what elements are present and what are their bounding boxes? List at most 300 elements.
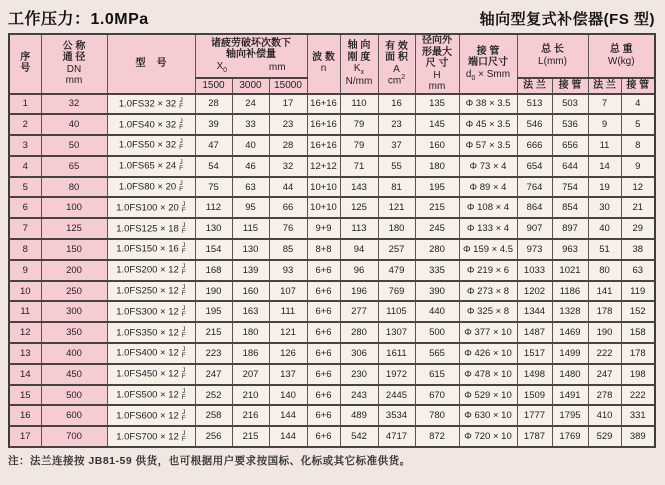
table-header xyxy=(9,34,655,94)
cell-stiffness: 277 xyxy=(340,301,378,322)
cell-model: 1.0FS600 × 12 J F xyxy=(107,405,195,426)
cell-height: 872 xyxy=(415,426,459,447)
cell-x1500: 256 xyxy=(195,426,232,447)
header-stiffness-line1: 轴 向 xyxy=(347,40,371,51)
cell-dn: 40 xyxy=(41,114,107,135)
cell-stiffness: 542 xyxy=(340,426,378,447)
cell-stiffness: 143 xyxy=(340,177,378,198)
cell-x15000: 144 xyxy=(269,405,307,426)
cell-wt-flange: 222 xyxy=(588,343,621,364)
cell-x3000: 210 xyxy=(232,385,269,406)
model-suffix-jf: J F xyxy=(181,200,186,214)
cell-waves: 10+10 xyxy=(307,177,340,198)
model-suffix-jf: J F xyxy=(179,180,184,194)
header-seq-top: 序 xyxy=(20,51,31,63)
cell-len-flange: 1033 xyxy=(517,260,552,281)
cell-x3000: 63 xyxy=(232,177,269,198)
model-suffix-jf: J F xyxy=(181,263,186,277)
cell-stiffness: 489 xyxy=(340,405,378,426)
table-row xyxy=(9,114,655,135)
cell-len-flange: 1777 xyxy=(517,405,552,426)
cell-waves: 6+6 xyxy=(307,281,340,302)
cell-wt-pipe: 389 xyxy=(621,426,655,447)
cell-seq: 11 xyxy=(9,301,41,322)
header-cycle-15000: 15000 xyxy=(269,78,307,94)
cell-len-flange: 666 xyxy=(517,135,552,156)
header-stiffness-symbol: $K_x$ xyxy=(353,63,365,76)
title-bar xyxy=(0,0,665,32)
cell-wt-pipe: 198 xyxy=(621,364,655,385)
cell-x3000: 186 xyxy=(232,343,269,364)
cell-wt-flange: 190 xyxy=(588,322,621,343)
cell-height: 565 xyxy=(415,343,459,364)
cell-height: 180 xyxy=(415,156,459,177)
cell-wt-flange: 9 xyxy=(588,114,621,135)
cell-seq: 8 xyxy=(9,239,41,260)
cell-x1500: 258 xyxy=(195,405,232,426)
table-row xyxy=(9,364,655,385)
cell-wt-flange: 141 xyxy=(588,281,621,302)
cell-wt-flange: 7 xyxy=(588,94,621,115)
cell-waves: 12+12 xyxy=(307,156,340,177)
table-row xyxy=(9,239,655,260)
cell-model: 1.0FS700 × 12 J F xyxy=(107,426,195,447)
header-fatigue-line1: 诸疲劳破坏次数下 xyxy=(211,37,291,49)
product-type-title: 轴向型复式补偿器(FS 型) xyxy=(479,11,655,28)
header-radial-line3: 尺 寸 xyxy=(425,58,449,69)
cell-x15000: 144 xyxy=(269,426,307,447)
cell-seq: 7 xyxy=(9,218,41,239)
cell-area: 37 xyxy=(378,135,415,156)
cell-len-pipe: 503 xyxy=(552,94,588,115)
model-suffix-jf: J F xyxy=(181,325,186,339)
cell-wt-flange: 410 xyxy=(588,405,621,426)
cell-len-pipe: 1769 xyxy=(552,426,588,447)
cell-area: 4717 xyxy=(378,426,415,447)
cell-waves: 8+8 xyxy=(307,239,340,260)
model-suffix-jf: J F xyxy=(181,304,186,318)
cell-model: 1.0FS200 × 12 J F xyxy=(107,260,195,281)
cell-x3000: 163 xyxy=(232,301,269,322)
cell-x3000: 160 xyxy=(232,281,269,302)
cell-stiffness: 96 xyxy=(340,260,378,281)
cell-x15000: 23 xyxy=(269,114,307,135)
cell-pipe-end: Φ 630 × 10 xyxy=(459,405,517,426)
header-waves xyxy=(307,34,340,94)
cell-pipe-end: Φ 478 × 10 xyxy=(459,364,517,385)
cell-area: 769 xyxy=(378,281,415,302)
cell-x3000: 46 xyxy=(232,156,269,177)
cell-waves: 6+6 xyxy=(307,260,340,281)
header-waves-symbol: n xyxy=(320,63,327,75)
cell-stiffness: 230 xyxy=(340,364,378,385)
table-row xyxy=(9,322,655,343)
cell-len-flange: 764 xyxy=(517,177,552,198)
cell-area: 1307 xyxy=(378,322,415,343)
cell-len-pipe: 536 xyxy=(552,114,588,135)
header-cycle-1500: 1500 xyxy=(195,78,232,94)
cell-stiffness: 243 xyxy=(340,385,378,406)
cell-x1500: 75 xyxy=(195,177,232,198)
header-area-symbol: A xyxy=(393,63,400,75)
header-dn xyxy=(41,34,107,94)
cell-pipe-end: Φ 720 × 10 xyxy=(459,426,517,447)
cell-wt-flange: 40 xyxy=(588,218,621,239)
cell-waves: 16+16 xyxy=(307,114,340,135)
cell-stiffness: 79 xyxy=(340,135,378,156)
cell-area: 180 xyxy=(378,218,415,239)
cell-model: 1.0FS50 × 32 J F xyxy=(107,135,195,156)
cell-x1500: 130 xyxy=(195,218,232,239)
cell-x3000: 95 xyxy=(232,197,269,218)
model-suffix-jf: J F xyxy=(179,138,184,152)
cell-wt-pipe: 9 xyxy=(621,156,655,177)
cell-waves: 9+9 xyxy=(307,218,340,239)
header-area-line1: 有 效 xyxy=(385,40,408,52)
cell-model: 1.0FS300 × 12 J F xyxy=(107,301,195,322)
table-row xyxy=(9,426,655,447)
cell-model: 1.0FS40 × 32 J F xyxy=(107,114,195,135)
cell-len-flange: 907 xyxy=(517,218,552,239)
cell-dn: 700 xyxy=(41,426,107,447)
cell-x1500: 47 xyxy=(195,135,232,156)
cell-seq: 17 xyxy=(9,426,41,447)
cell-x15000: 137 xyxy=(269,364,307,385)
cell-pipe-end: Φ 219 × 6 xyxy=(459,260,517,281)
cell-len-pipe: 1491 xyxy=(552,385,588,406)
cell-dn: 32 xyxy=(41,94,107,115)
cell-x3000: 33 xyxy=(232,114,269,135)
cell-len-pipe: 644 xyxy=(552,156,588,177)
cell-waves: 6+6 xyxy=(307,322,340,343)
cell-seq: 1 xyxy=(9,94,41,115)
cell-x3000: 24 xyxy=(232,94,269,115)
cell-x1500: 39 xyxy=(195,114,232,135)
cell-pipe-end: Φ 426 × 10 xyxy=(459,343,517,364)
cell-waves: 16+16 xyxy=(307,135,340,156)
cell-height: 160 xyxy=(415,135,459,156)
cell-pipe-end: Φ 73 × 4 xyxy=(459,156,517,177)
cell-len-pipe: 1021 xyxy=(552,260,588,281)
cell-wt-flange: 247 xyxy=(588,364,621,385)
cell-dn: 350 xyxy=(41,322,107,343)
table-row xyxy=(9,177,655,198)
cell-wt-pipe: 152 xyxy=(621,301,655,322)
cell-x15000: 111 xyxy=(269,301,307,322)
cell-stiffness: 71 xyxy=(340,156,378,177)
cell-len-pipe: 754 xyxy=(552,177,588,198)
cell-dn: 100 xyxy=(41,197,107,218)
table-row xyxy=(9,301,655,322)
cell-model: 1.0FS100 × 20 J F xyxy=(107,197,195,218)
header-fatigue-line2: 轴向补偿量 xyxy=(226,49,276,61)
cell-x15000: 17 xyxy=(269,94,307,115)
cell-dn: 65 xyxy=(41,156,107,177)
model-suffix-jf: J F xyxy=(181,429,186,443)
cell-len-pipe: 1480 xyxy=(552,364,588,385)
cell-pipe-end: Φ 529 × 10 xyxy=(459,385,517,406)
cell-area: 479 xyxy=(378,260,415,281)
cell-height: 440 xyxy=(415,301,459,322)
cell-x15000: 32 xyxy=(269,156,307,177)
table-row xyxy=(9,385,655,406)
cell-dn: 500 xyxy=(41,385,107,406)
table-row xyxy=(9,343,655,364)
header-fatigue-symbol-line xyxy=(196,61,307,74)
header-stiffness xyxy=(340,34,378,94)
model-suffix-jf: J F xyxy=(179,117,184,131)
cell-len-flange: 1487 xyxy=(517,322,552,343)
cell-len-pipe: 1499 xyxy=(552,343,588,364)
table-row xyxy=(9,405,655,426)
cell-x1500: 247 xyxy=(195,364,232,385)
cell-len-flange: 1498 xyxy=(517,364,552,385)
cell-area: 55 xyxy=(378,156,415,177)
cell-stiffness: 113 xyxy=(340,218,378,239)
cell-seq: 16 xyxy=(9,405,41,426)
cell-x15000: 126 xyxy=(269,343,307,364)
cell-x15000: 93 xyxy=(269,260,307,281)
cell-len-pipe: 656 xyxy=(552,135,588,156)
cell-area: 257 xyxy=(378,239,415,260)
cell-area: 1105 xyxy=(378,301,415,322)
cell-seq: 5 xyxy=(9,177,41,198)
cell-seq: 12 xyxy=(9,322,41,343)
cell-x1500: 215 xyxy=(195,322,232,343)
footnote: 注：法兰连接按 JB81-59 供货，也可根据用户要求按国标、化标或其它标准供货。 xyxy=(8,455,411,468)
header-pipe-end-line2: 端口尺寸 xyxy=(468,57,508,69)
cell-waves: 10+10 xyxy=(307,197,340,218)
header-pipe-end xyxy=(459,34,517,94)
cell-dn: 300 xyxy=(41,301,107,322)
cell-pipe-end: Φ 133 × 4 xyxy=(459,218,517,239)
header-stiffness-unit: N/mm xyxy=(345,76,373,87)
cell-area: 3534 xyxy=(378,405,415,426)
spec-table xyxy=(8,33,656,448)
cell-pipe-end: Φ 38 × 3.5 xyxy=(459,94,517,115)
cell-model: 1.0FS32 × 32 J F xyxy=(107,94,195,115)
cell-waves: 6+6 xyxy=(307,364,340,385)
cell-height: 280 xyxy=(415,239,459,260)
header-dn-symbol: DN xyxy=(66,63,82,75)
cell-waves: 6+6 xyxy=(307,426,340,447)
header-seq xyxy=(9,34,41,94)
cell-x3000: 115 xyxy=(232,218,269,239)
cell-x3000: 130 xyxy=(232,239,269,260)
cell-x3000: 207 xyxy=(232,364,269,385)
cell-height: 245 xyxy=(415,218,459,239)
cell-model: 1.0FS65 × 24 J F xyxy=(107,156,195,177)
header-pipe-end-line1: 接 管 xyxy=(476,45,500,57)
cell-seq: 14 xyxy=(9,364,41,385)
cell-height: 780 xyxy=(415,405,459,426)
cell-pipe-end: Φ 57 × 3.5 xyxy=(459,135,517,156)
model-suffix-jf: J F xyxy=(181,367,186,381)
header-length-unit: L(mm) xyxy=(538,55,567,67)
cell-height: 145 xyxy=(415,114,459,135)
model-suffix-jf: J F xyxy=(181,221,186,235)
cell-wt-pipe: 178 xyxy=(621,343,655,364)
cell-wt-flange: 80 xyxy=(588,260,621,281)
cell-len-pipe: 897 xyxy=(552,218,588,239)
cell-len-pipe: 854 xyxy=(552,197,588,218)
cell-waves: 6+6 xyxy=(307,405,340,426)
table-row xyxy=(9,94,655,115)
cell-area: 121 xyxy=(378,197,415,218)
header-model xyxy=(107,34,195,94)
cell-model: 1.0FS80 × 20 J F xyxy=(107,177,195,198)
header-weight-pipe: 接 管 xyxy=(621,78,655,94)
cell-dn: 150 xyxy=(41,239,107,260)
cell-seq: 2 xyxy=(9,114,41,135)
cell-x3000: 215 xyxy=(232,426,269,447)
cell-x1500: 168 xyxy=(195,260,232,281)
cell-wt-pipe: 12 xyxy=(621,177,655,198)
header-weight-flange: 法 兰 xyxy=(588,78,621,94)
header-radial-line2: 形最大 xyxy=(422,46,452,58)
cell-dn: 80 xyxy=(41,177,107,198)
cell-pipe-end: Φ 325 × 8 xyxy=(459,301,517,322)
cell-x1500: 28 xyxy=(195,94,232,115)
cell-stiffness: 94 xyxy=(340,239,378,260)
cell-area: 16 xyxy=(378,94,415,115)
header-cycle-3000: 3000 xyxy=(232,78,269,94)
cell-seq: 13 xyxy=(9,343,41,364)
cell-wt-pipe: 5 xyxy=(621,114,655,135)
header-length-flange: 法 兰 xyxy=(517,78,552,94)
header-stiffness-line2: 刚 度 xyxy=(347,51,371,63)
table-row xyxy=(9,260,655,281)
cell-len-pipe: 1186 xyxy=(552,281,588,302)
cell-wt-flange: 11 xyxy=(588,135,621,156)
table-row xyxy=(9,156,655,177)
cell-len-flange: 1787 xyxy=(517,426,552,447)
header-length-pipe: 接 管 xyxy=(552,78,588,94)
cell-wt-pipe: 8 xyxy=(621,135,655,156)
cell-area: 23 xyxy=(378,114,415,135)
cell-dn: 450 xyxy=(41,364,107,385)
cell-pipe-end: Φ 108 × 4 xyxy=(459,197,517,218)
cell-height: 390 xyxy=(415,281,459,302)
cell-seq: 10 xyxy=(9,281,41,302)
table-row xyxy=(9,281,655,302)
header-fatigue-group xyxy=(195,34,307,78)
model-suffix-jf: J F xyxy=(179,96,184,110)
cell-seq: 6 xyxy=(9,197,41,218)
cell-model: 1.0FS250 × 12 J F xyxy=(107,281,195,302)
cell-height: 135 xyxy=(415,94,459,115)
header-waves-label: 波 数 xyxy=(312,51,335,63)
cell-stiffness: 306 xyxy=(340,343,378,364)
cell-model: 1.0FS450 × 12 J F xyxy=(107,364,195,385)
cell-x1500: 154 xyxy=(195,239,232,260)
cell-len-pipe: 1795 xyxy=(552,405,588,426)
cell-area: 81 xyxy=(378,177,415,198)
cell-len-flange: 1517 xyxy=(517,343,552,364)
header-radial-line1: 径向外 xyxy=(422,35,452,46)
cell-pipe-end: Φ 377 × 10 xyxy=(459,322,517,343)
cell-area: 2445 xyxy=(378,385,415,406)
cell-model: 1.0FS400 × 12 J F xyxy=(107,343,195,364)
cell-dn: 125 xyxy=(41,218,107,239)
header-radial xyxy=(415,34,459,94)
cell-waves: 16+16 xyxy=(307,94,340,115)
cell-wt-pipe: 38 xyxy=(621,239,655,260)
cell-dn: 50 xyxy=(41,135,107,156)
cell-x1500: 54 xyxy=(195,156,232,177)
header-fatigue-unit: mm xyxy=(268,62,286,74)
header-dn-line1: 公 称 xyxy=(62,40,86,52)
cell-stiffness: 125 xyxy=(340,197,378,218)
cell-x15000: 44 xyxy=(269,177,307,198)
cell-wt-flange: 30 xyxy=(588,197,621,218)
cell-wt-flange: 529 xyxy=(588,426,621,447)
cell-len-flange: 1509 xyxy=(517,385,552,406)
cell-x15000: 107 xyxy=(269,281,307,302)
table-row xyxy=(9,197,655,218)
cell-dn: 200 xyxy=(41,260,107,281)
cell-x15000: 28 xyxy=(269,135,307,156)
cell-height: 670 xyxy=(415,385,459,406)
cell-seq: 9 xyxy=(9,260,41,281)
header-area xyxy=(378,34,415,94)
cell-seq: 3 xyxy=(9,135,41,156)
cell-model: 1.0FS150 × 16 J F xyxy=(107,239,195,260)
cell-x3000: 216 xyxy=(232,405,269,426)
cell-stiffness: 280 xyxy=(340,322,378,343)
table-row xyxy=(9,218,655,239)
cell-height: 615 xyxy=(415,364,459,385)
cell-wt-flange: 14 xyxy=(588,156,621,177)
cell-waves: 6+6 xyxy=(307,343,340,364)
cell-len-flange: 513 xyxy=(517,94,552,115)
header-fatigue-x0: $X_0$ xyxy=(216,60,228,74)
cell-stiffness: 79 xyxy=(340,114,378,135)
header-weight-group xyxy=(588,34,655,78)
header-area-line2: 面 积 xyxy=(385,52,408,64)
cell-x1500: 190 xyxy=(195,281,232,302)
cell-x15000: 140 xyxy=(269,385,307,406)
cell-model: 1.0FS125 × 18 J F xyxy=(107,218,195,239)
cell-len-pipe: 1328 xyxy=(552,301,588,322)
cell-stiffness: 110 xyxy=(340,94,378,115)
cell-len-flange: 1202 xyxy=(517,281,552,302)
cell-x15000: 85 xyxy=(269,239,307,260)
cell-len-flange: 654 xyxy=(517,156,552,177)
cell-seq: 15 xyxy=(9,385,41,406)
header-model-label: 型 号 xyxy=(135,58,167,69)
cell-x1500: 223 xyxy=(195,343,232,364)
cell-x1500: 195 xyxy=(195,301,232,322)
model-suffix-jf: J F xyxy=(181,346,186,360)
cell-wt-pipe: 158 xyxy=(621,322,655,343)
header-length-label: 总 长 xyxy=(541,44,564,56)
cell-len-pipe: 1469 xyxy=(552,322,588,343)
cell-len-flange: 1344 xyxy=(517,301,552,322)
cell-stiffness: 196 xyxy=(340,281,378,302)
cell-waves: 6+6 xyxy=(307,385,340,406)
table-body xyxy=(9,94,655,448)
cell-height: 195 xyxy=(415,177,459,198)
model-suffix-jf: J F xyxy=(181,242,186,256)
cell-wt-flange: 278 xyxy=(588,385,621,406)
cell-wt-pipe: 21 xyxy=(621,197,655,218)
cell-x3000: 40 xyxy=(232,135,269,156)
model-suffix-jf: J F xyxy=(181,408,186,422)
cell-height: 215 xyxy=(415,197,459,218)
table-row xyxy=(9,135,655,156)
model-suffix-jf: J F xyxy=(179,159,184,173)
